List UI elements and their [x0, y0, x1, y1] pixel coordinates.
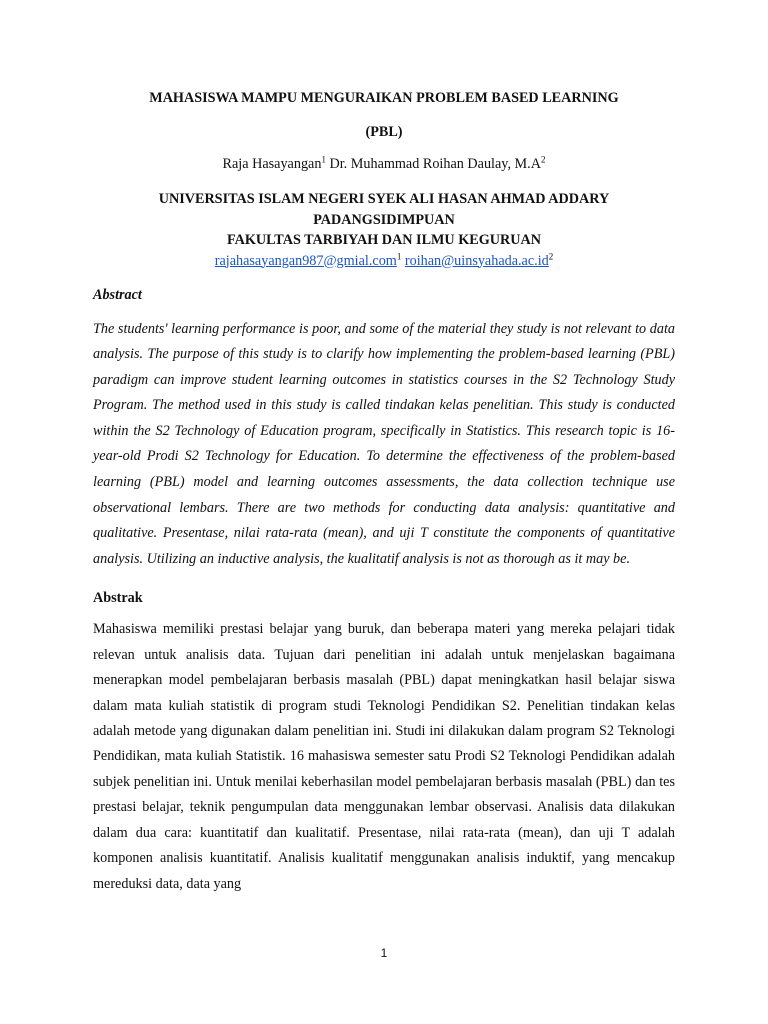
- author-name-2: Dr. Muhammad Roihan Daulay, M.A: [325, 156, 541, 172]
- abstrak-heading: Abstrak: [93, 590, 143, 607]
- author-affil-1: 1: [321, 154, 326, 165]
- paper-page: [93, 78, 675, 897]
- author-affil-2: 2: [540, 154, 546, 165]
- abstract-text: The students' learning performance is poor, and some of the material they study is not relevant to data analysis. The purpose of this study is to clarify how implementing the problem-based learning (PBL) paradigm can improve student learning outcomes in statistics courses in the S2 Technology Study Program. The method used in this study is called tindakan kelas penelitian. This study is conducted within the S2 Technology of Education program, specifically in Statistics. This research topic is 16-year-old Prodi S2 Technology for Education. To determine the effectiveness of the problem-based learning (PBL) model and learning outcomes assessments, the data collection technique use observational lembars. There are two methods for conducting data analysis: quantitative and qualitative. Presentase, nilai rata-rata (mean), and uji T constitute the components of quantitative analysis. Utilizing an inductive analysis, the kualitatif analysis is not as thorough as it may be.: [93, 320, 675, 567]
- university-line1: UNIVERSITAS ISLAM NEGERI SYEK ALI HASAN AHMAD ADDARY: [158, 191, 610, 207]
- page-number: 1: [380, 946, 388, 960]
- affiliation: [93, 189, 675, 251]
- email-link-2[interactable]: roihan@uinsyahada.ac.id: [404, 252, 549, 269]
- abstract-heading: Abstract: [93, 286, 142, 303]
- paper-title-line1: MAHASISWA MAMPU MENGURAIKAN PROBLEM BASED LEARNING: [149, 90, 619, 106]
- email-affil-1: 1: [396, 250, 402, 261]
- email-affil-2: 2: [548, 250, 554, 261]
- abstrak-text: Mahasiswa memiliki prestasi belajar yang buruk, dan beberapa materi yang mereka pelajari tidak relevan untuk analisis data. Tujuan dari penelitian ini adalah untuk menjelaskan bagaimana menerapkan model pembelajaran berbasis masalah (PBL) dapat meningkatkan hasil belajar siswa dalam mata kuliah statistik di program studi Teknologi Pendidikan S2. Penelitian tindakan kelas adalah metode yang digunakan dalam penelitian ini. Studi ini dilakukan dalam program S2 Teknologi Pendidikan, mata kuliah Statistik. 16 mahasiswa semester satu Prodi S2 Teknologi Pendidikan adalah subjek penelitian ini. Untuk menilai keberhasilan model pembelajaran berbasis masalah (PBL) dan tes prestasi belajar, teknik pengumpulan data menggunakan lembar observasi. Analisis data dilakukan dalam dua cara: kuantitatif dan kualitatif. Presentase, nilai rata-rata (mean), dan uji T adalah komponen analisis kuantitatif. Analisis kualitatif menggunakan analisis induktif, yang mencakup mereduksi data, data yang: [93, 621, 675, 892]
- author-emails: [93, 251, 675, 271]
- authors: [93, 154, 675, 174]
- email-link-1[interactable]: rajahasayangan987@gmial.com: [214, 252, 397, 269]
- faculty-name: FAKULTAS TARBIYAH DAN ILMU KEGURUAN: [226, 232, 541, 248]
- paper-title-line2: (PBL): [365, 124, 403, 140]
- author-name-1: Raja Hasayangan: [222, 156, 322, 172]
- university-line2: PADANGSIDIMPUAN: [313, 211, 455, 228]
